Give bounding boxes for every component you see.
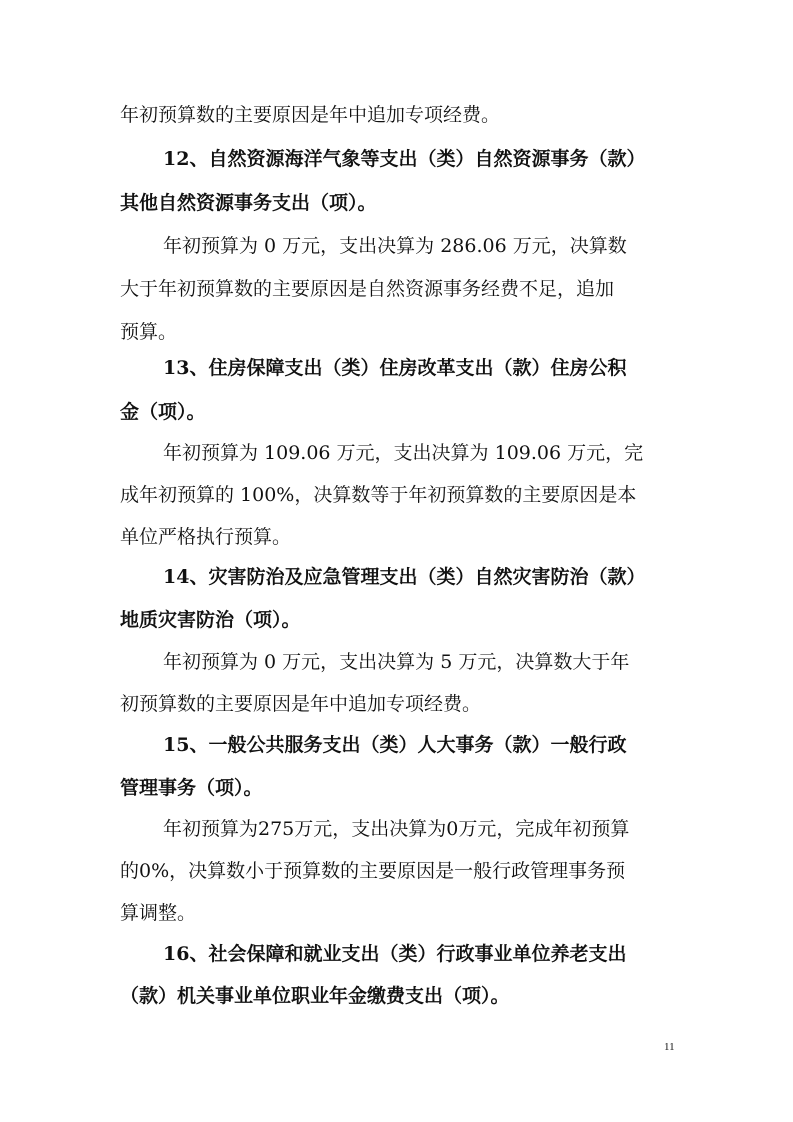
section-heading-16-line-1: 16、社会保障和就业支出（类）行政事业单位养老支出 (163, 943, 627, 965)
section-heading-13-line-2: 金（项）。 (120, 401, 206, 423)
section-heading-16-line-2: （款）机关事业单位职业年金缴费支出（项）。 (120, 985, 510, 1007)
paragraph-14-line-2: 初预算数的主要原因是年中追加专项经费。 (120, 693, 482, 715)
paragraph-14-line-1: 年初预算为 0 万元，支出决算为 5 万元，决算数大于年 (163, 651, 630, 673)
page-number: 11 (664, 1041, 675, 1053)
paragraph-13-line-1: 年初预算为 109.06 万元，支出决算为 109.06 万元，完 (163, 442, 644, 464)
section-heading-14-line-2: 地质灾害防治（项）。 (120, 609, 301, 631)
paragraph-15-line-3: 算调整。 (120, 902, 197, 924)
paragraph-12-line-3: 预算。 (120, 321, 178, 343)
section-heading-14-line-1: 14、灾害防治及应急管理支出（类）自然灾害防治（款） (163, 566, 646, 588)
section-heading-15-line-1: 15、一般公共服务支出（类）人大事务（款）一般行政 (163, 734, 627, 756)
section-heading-12-line-2: 其他自然资源事务支出（项）。 (120, 192, 377, 214)
paragraph-15-line-2: 的0%，决算数小于预算数的主要原因是一般行政管理事务预 (120, 860, 626, 882)
section-heading-12-line-1: 12、自然资源海洋气象等支出（类）自然资源事务（款） (163, 148, 646, 170)
paragraph-13-line-2: 成年初预算的 100%，决算数等于年初预算数的主要原因是本 (120, 484, 637, 506)
paragraph-13-line-3: 单位严格执行预算。 (120, 526, 292, 548)
section-heading-13-line-1: 13、住房保障支出（类）住房改革支出（款）住房公积 (163, 357, 627, 379)
paragraph-12-line-1: 年初预算为 0 万元，支出决算为 286.06 万元，决算数 (163, 235, 627, 257)
paragraph-15-line-1: 年初预算为275万元，支出决算为0万元，完成年初预算 (163, 818, 630, 840)
text-line-1: 年初预算数的主要原因是年中追加专项经费。 (120, 104, 501, 126)
paragraph-12-line-2: 大于年初预算数的主要原因是自然资源事务经费不足，追加 (120, 278, 615, 300)
section-heading-15-line-2: 管理事务（项）。 (120, 777, 263, 799)
